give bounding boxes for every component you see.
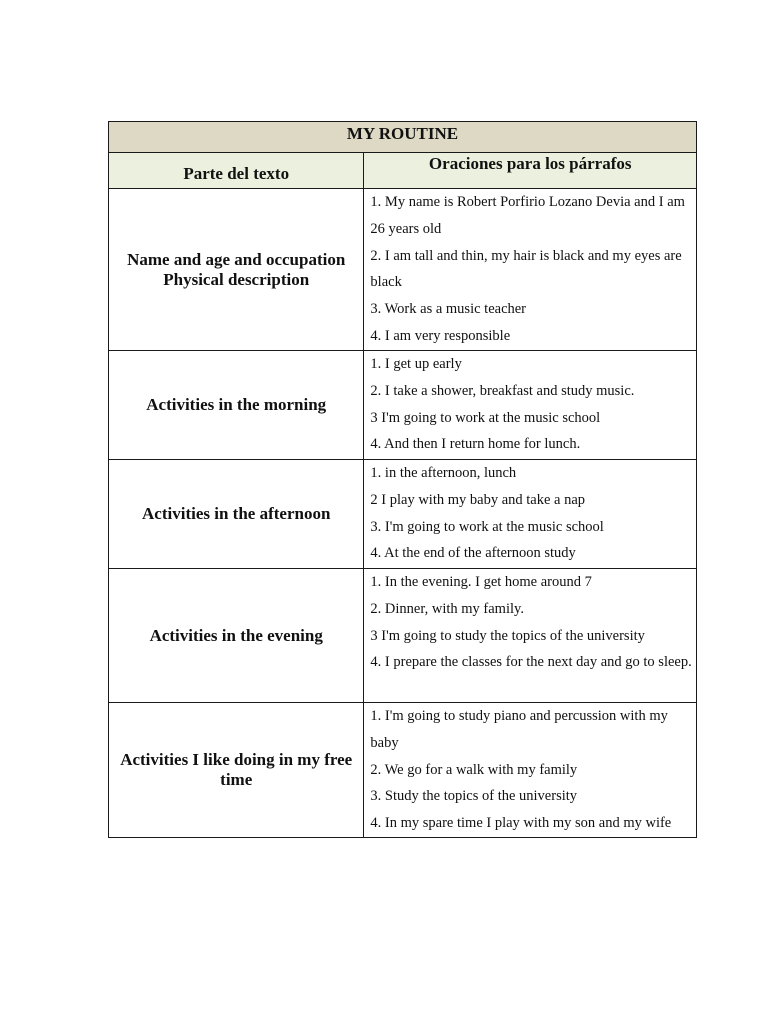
sentence: 2. We go for a walk with my family bbox=[370, 761, 578, 778]
sentence: 1. My name is Robert Porfirio Lozano Devia and I am 26 years old bbox=[370, 194, 685, 237]
sentence: 1. In the evening. I get home around 7 bbox=[370, 574, 592, 590]
table-row bbox=[109, 569, 697, 703]
section-label: Activities in the evening bbox=[109, 569, 364, 703]
sentence: 3. Study the topics of the university bbox=[370, 788, 578, 805]
sentence: 3 I'm going to study the topics of the university bbox=[370, 627, 645, 644]
sentence: 2. I take a shower, breakfast and study music. bbox=[370, 382, 635, 399]
table-row bbox=[109, 189, 697, 351]
sentence: 4. I prepare the classes for the next day and go to sleep. bbox=[370, 654, 692, 671]
section-label: Activities in the afternoon bbox=[109, 460, 364, 569]
sentence: 2. I am tall and thin, my hair is black and my eyes are black bbox=[370, 247, 682, 291]
sentence: 4. I am very responsible bbox=[370, 327, 511, 344]
table-row bbox=[109, 460, 697, 569]
table-title: MY ROUTINE bbox=[109, 122, 697, 153]
header-parte-del-texto: Parte del texto bbox=[109, 153, 364, 189]
sentence: 4. In my spare time I play with my son and my wife bbox=[370, 815, 672, 832]
section-label: Activities I like doing in my free time bbox=[109, 703, 364, 838]
sentences-cell bbox=[364, 569, 697, 703]
sentences-cell bbox=[364, 703, 697, 838]
section-label-line: Physical description bbox=[163, 269, 310, 289]
sentence: 4. At the end of the afternoon study bbox=[370, 545, 576, 562]
sentence: 3. I'm going to work at the music school bbox=[370, 518, 604, 535]
table-row bbox=[109, 351, 697, 460]
sentence: 1. in the afternoon, lunch bbox=[370, 465, 517, 481]
sentence: 1. I get up early bbox=[370, 356, 462, 372]
sentences-cell bbox=[364, 460, 697, 569]
sentence: 4. And then I return home for lunch. bbox=[370, 436, 581, 453]
table-row bbox=[109, 703, 697, 838]
sentence: 2. Dinner, with my family. bbox=[370, 600, 524, 617]
sentences-cell bbox=[364, 351, 697, 460]
sentence: 3. Work as a music teacher bbox=[370, 301, 527, 318]
title-row bbox=[109, 122, 697, 153]
header-oraciones: Oraciones para los párrafos bbox=[364, 153, 697, 189]
section-label: Activities in the morning bbox=[109, 351, 364, 460]
section-label bbox=[109, 189, 364, 351]
sentences-cell bbox=[364, 189, 697, 351]
sentence: 1. I'm going to study piano and percussion with my baby bbox=[370, 708, 668, 751]
routine-table bbox=[108, 121, 697, 838]
header-row bbox=[109, 153, 697, 189]
section-label-line: Name and age and occupation bbox=[127, 249, 346, 269]
sentence: 3 I'm going to work at the music school bbox=[370, 409, 601, 426]
sentence: 2 I play with my baby and take a nap bbox=[370, 491, 586, 508]
